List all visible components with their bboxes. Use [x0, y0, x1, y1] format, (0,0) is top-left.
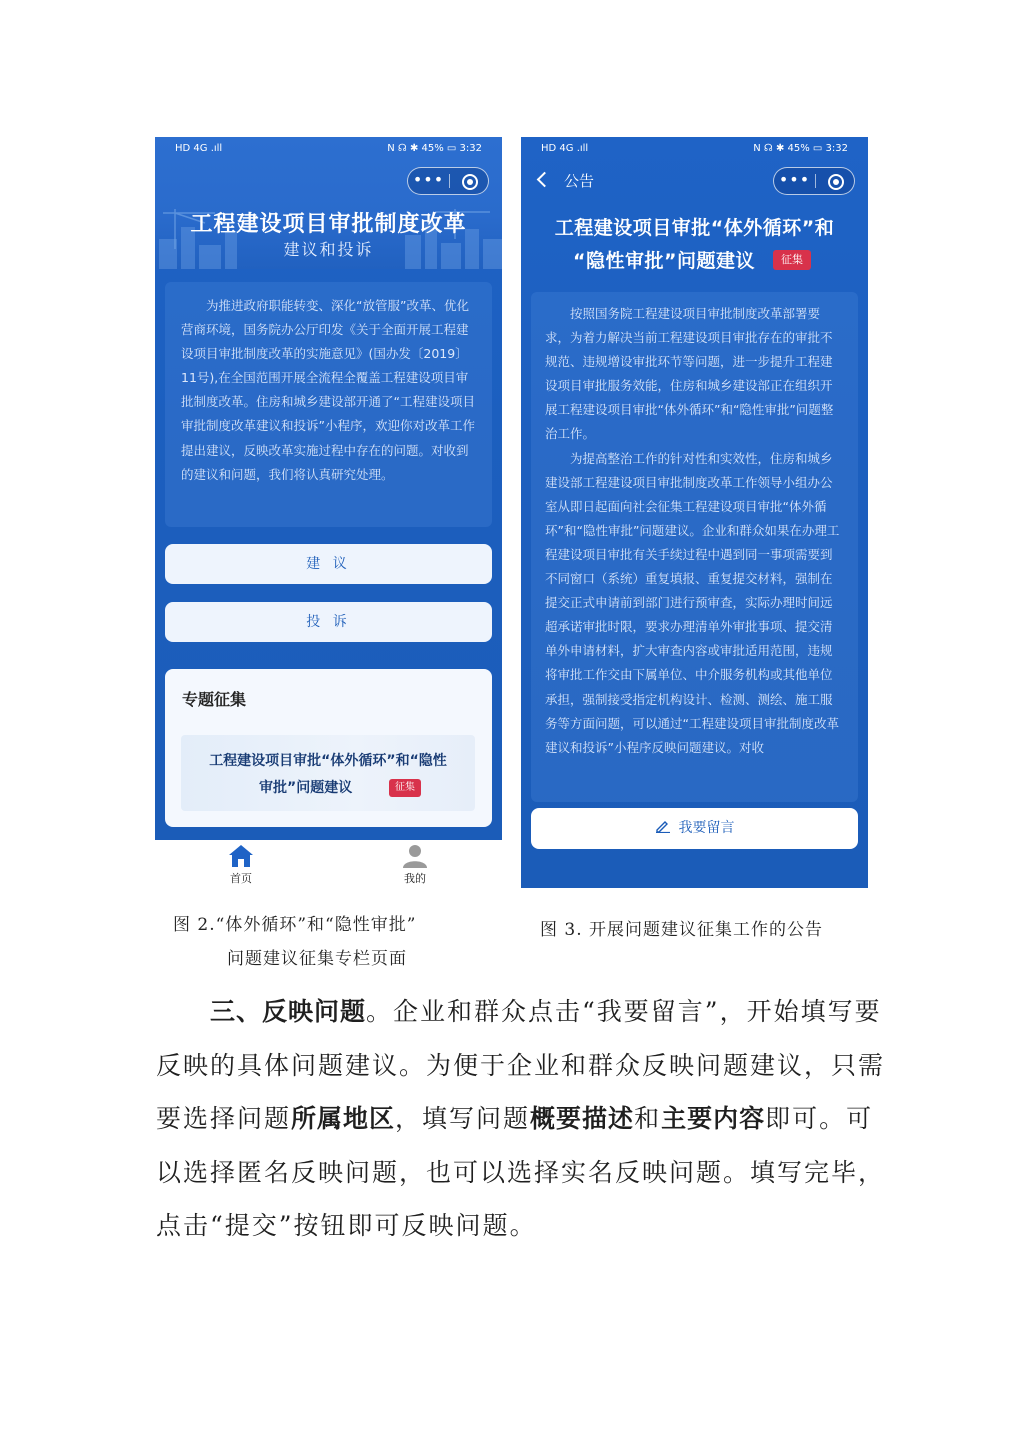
- miniprogram-capsule: [773, 167, 855, 195]
- keyword-region: 所属地区: [291, 1104, 396, 1133]
- screenshot-announcement: [521, 137, 868, 888]
- tab-home-label: 首页: [230, 872, 252, 885]
- figure2-caption-line1: 图 2.“体外循环”和“隐性审批”: [173, 915, 417, 935]
- topic-title: 专题征集: [182, 690, 247, 709]
- bottom-tab-bar: [155, 840, 502, 892]
- leave-message-button[interactable]: [531, 808, 858, 849]
- topic-banner-line1: 工程建设项目审批“体外循环”和“隐性: [209, 753, 447, 769]
- status-bar: [521, 137, 868, 161]
- announcement-title-line2: “隐性审批”问题建议: [573, 250, 755, 272]
- leave-message-label: 我要留言: [678, 820, 735, 836]
- signal-indicator: HD 4G .ıll: [175, 143, 223, 154]
- more-icon[interactable]: •••: [778, 170, 811, 189]
- capsule-divider: [449, 174, 450, 188]
- collect-tag: 征集: [773, 250, 811, 270]
- section-heading: 三、反映问题: [210, 997, 367, 1026]
- intro-panel: [165, 282, 492, 527]
- banner-subtitle: 建议和投诉: [283, 240, 374, 259]
- close-target-icon[interactable]: [828, 174, 844, 190]
- status-right: N ☊ ✱ 45% ▭ 3:32: [753, 143, 848, 154]
- keyword-content: 主要内容: [661, 1104, 766, 1133]
- announcement-paragraph-2: 为提高整治工作的针对性和实效性，住房和城乡建设部工程建设项目审批制度改革工作领导小组办公室从即日起面向社会征集工程建设项目审批“体外循环”和“隐性审批”问题建议。企业和群众如果在办理工程建设项目审批有关手续过程中遇到同一事项需要到不同窗口（系统）重复填报、重复提交材料，强制在提交正式申请前到部门进行预审查，实际办理时间远超承诺审批时限，要求办理清单外审批事项、提交清单外申请材料，扩大审查内容或审批适用范围，违规将审批工作交由下属单位、中介服务机构或其他单位承担，强制接受指定机构设计、检测、测绘、施工服务等方面问题，可以通过“工程建设项目审批制度改革建议和投诉”小程序反映问题建议。对收: [545, 450, 840, 755]
- announcement-paragraph-1: 按照国务院工程建设项目审批制度改革部署要求，为着力解决当前工程建设项目审批存在的审批不规范、违规增设审批环节等问题，进一步提升工程建设项目审批服务效能，住房和城乡建设部正在组织开展工程建设项目审批“体外循环”和“隐性审批”问题整治工作。: [545, 306, 834, 442]
- tab-home[interactable]: [211, 844, 271, 886]
- banner-title: 工程建设项目审批制度改革: [190, 212, 467, 237]
- status-right: N ☊ ✱ 45% ▭ 3:32: [387, 143, 482, 154]
- close-target-icon[interactable]: [462, 174, 478, 190]
- announcement-body[interactable]: [531, 292, 858, 802]
- topic-banner[interactable]: [181, 735, 475, 811]
- tab-mine-label: 我的: [404, 872, 426, 885]
- chevron-left-icon: [537, 172, 553, 188]
- page-title: 公告: [564, 172, 595, 190]
- capsule-divider: [815, 174, 816, 188]
- back-button[interactable]: [535, 170, 594, 191]
- screenshot-suggestion-home: [155, 137, 502, 840]
- body-segment: ，填写问题: [395, 1104, 531, 1133]
- announcement-title-line1: 工程建设项目审批“体外循环”和: [554, 217, 835, 239]
- topic-collection-card: [165, 669, 492, 827]
- tab-mine[interactable]: [385, 844, 445, 886]
- signal-indicator: HD 4G .ıll: [541, 143, 589, 154]
- collect-tag: 征集: [389, 779, 421, 797]
- home-icon: [228, 844, 254, 868]
- more-icon[interactable]: •••: [412, 170, 445, 189]
- body-segment: 和: [634, 1104, 662, 1133]
- complaint-button[interactable]: 投 诉: [165, 602, 492, 642]
- keyword-summary: 概要描述: [530, 1104, 635, 1133]
- miniprogram-capsule: [407, 167, 489, 195]
- figure2-caption-line2: 问题建议征集专栏页面: [227, 949, 407, 969]
- body-segment: 即可。可以选择匿名反映问题，也可以选择实名反映问题。填写完毕，点击“提交”按钮即可反映问题。: [156, 1104, 886, 1240]
- suggest-button[interactable]: 建 议: [165, 544, 492, 584]
- edit-pen-icon: [655, 819, 671, 833]
- body-segment: 。企业和群众点击“我要留言”，开始填写要反映的具体问题建议。为便于企业和群众反映问题建议，只需要选择问题: [156, 997, 886, 1133]
- status-bar: [155, 137, 502, 161]
- topic-banner-line2: 审批”问题建议: [259, 780, 353, 796]
- figure3-caption: 图 3. 开展问题建议征集工作的公告: [540, 920, 824, 940]
- intro-text: 为推进政府职能转变、深化“放管服”改革、优化营商环境，国务院办公厅印发《关于全面开展工程建设项目审批制度改革的实施意见》(国办发〔2019〕11号),在全国范围开展全流程全覆盖工程建设项目审批制度改革。住房和城乡建设部开通了“工程建设项目审批制度改革建议和投诉”小程序，欢迎你对改革工作提出建议，反映改革实施过程中存在的问题。对收到的建议和问题，我们将认真研究处理。: [181, 298, 475, 482]
- section-paragraph: [156, 985, 888, 1253]
- user-icon: [402, 844, 428, 868]
